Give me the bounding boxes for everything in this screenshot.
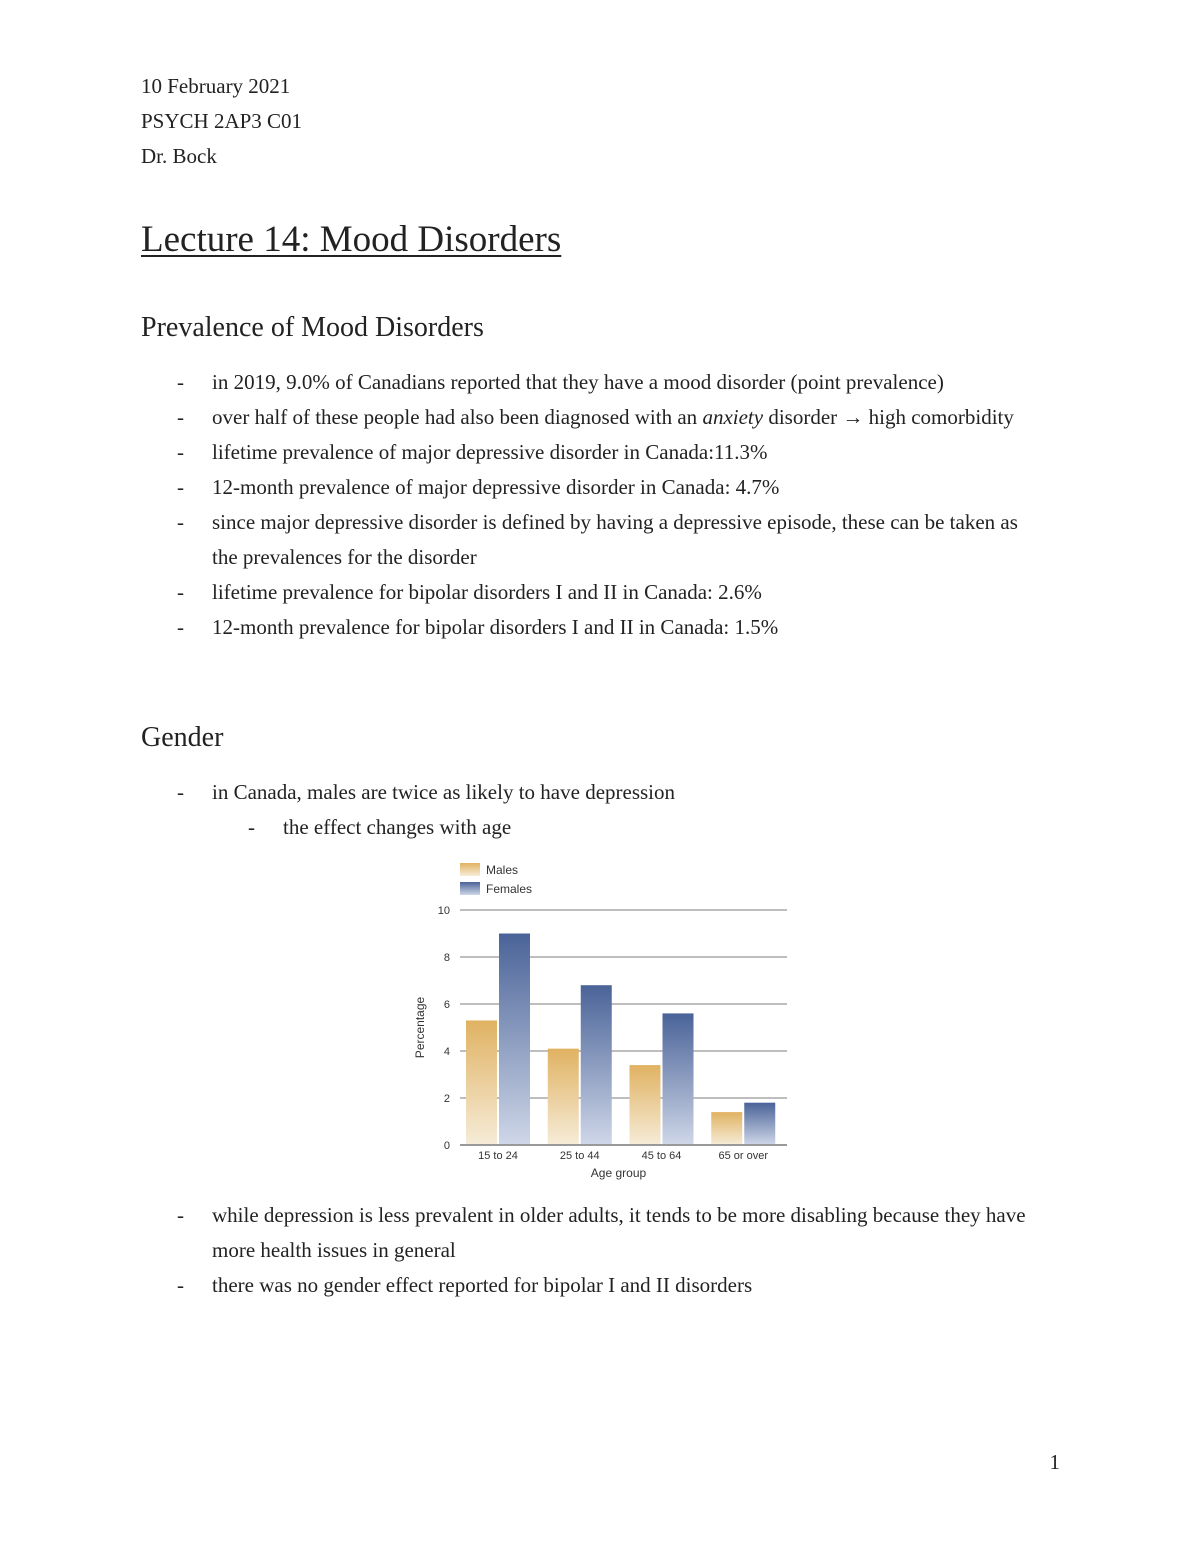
x-tick-label: 15 to 24 (478, 1150, 518, 1162)
bullet-marker: - (177, 370, 184, 394)
bullet-marker: - (177, 510, 184, 534)
list-item-nested (0, 810, 1200, 845)
depression-by-age-gender-bar-chart (400, 855, 800, 1185)
bullet-marker: - (177, 1203, 184, 1227)
y-tick-label: 10 (437, 905, 450, 917)
bar-males (630, 1065, 661, 1145)
bullet-text: lifetime prevalence for bipolar disorders I and II in Canada: 2.6% (212, 580, 762, 604)
list-item (0, 1198, 1200, 1268)
bullet-text: the effect changes with age (283, 815, 512, 839)
list-item (0, 435, 1200, 470)
list-item (0, 365, 1200, 400)
chart-y-axis-label: Percentage (413, 996, 427, 1059)
bullet-text: since major depressive disorder is defined by having a depressive episode, these can be taken as the prevalences for the disorder (212, 510, 1018, 569)
bar-females (581, 985, 612, 1145)
legend-swatch-females (460, 882, 480, 895)
bullet-marker: - (177, 475, 184, 499)
section-heading-prevalence: Prevalence of Mood Disorders (141, 312, 484, 343)
bar-males (711, 1112, 742, 1145)
chart-legend (460, 863, 532, 896)
x-tick-label: 45 to 64 (641, 1150, 682, 1162)
chart-y-tick-labels (438, 905, 450, 1152)
legend-label-females: Females (486, 882, 533, 896)
page-number: 1 (1049, 1450, 1060, 1474)
bar-females (663, 1013, 694, 1145)
y-tick-label: 2 (443, 1093, 450, 1105)
bullet-text: 12-month prevalence for bipolar disorders I and II in Canada: 1.5% (212, 615, 779, 639)
bullet-text-part: over half of these people had also been diagnosed with an (212, 405, 698, 429)
bullet-text: 12-month prevalence of major depressive disorder in Canada: 4.7% (212, 475, 780, 499)
list-item (0, 775, 1200, 810)
bar-males (548, 1049, 579, 1145)
bullet-marker: - (177, 405, 184, 429)
bar-females (499, 934, 530, 1146)
list-item (0, 1268, 1200, 1303)
bullet-text: lifetime prevalence of major depressive disorder in Canada:11.3% (212, 440, 768, 464)
y-tick-label: 6 (443, 999, 450, 1011)
list-item (0, 400, 1200, 435)
emphasis-anxiety: anxiety (702, 405, 764, 429)
bullet-marker: - (177, 615, 184, 639)
x-tick-label: 65 or over (718, 1150, 769, 1162)
x-tick-label: 25 to 44 (559, 1150, 600, 1162)
section-heading-gender: Gender (141, 722, 224, 753)
chart-bars (466, 934, 775, 1146)
course-line: PSYCH 2AP3 C01 (141, 109, 303, 133)
bullet-text-part: disorder → high comorbidity (768, 405, 1014, 429)
y-tick-label: 8 (443, 952, 450, 964)
page-title: Lecture 14: Mood Disorders (141, 219, 562, 260)
list-item (0, 610, 1200, 645)
legend-swatch-males (460, 863, 480, 876)
bullet-text: in Canada, males are twice as likely to have depression (212, 780, 676, 804)
bar-females (744, 1103, 775, 1145)
list-item (0, 575, 1200, 610)
legend-label-males: Males (486, 863, 519, 877)
gender-bullet-list (0, 775, 1200, 845)
list-item (0, 470, 1200, 505)
date-line: 10 February 2021 (141, 74, 291, 98)
bullet-marker: - (177, 780, 184, 804)
bullet-marker: - (177, 440, 184, 464)
chart-x-axis-label: Age group (590, 1166, 647, 1180)
list-item (0, 505, 1200, 575)
bullet-text-comorbidity (212, 400, 1042, 435)
prevalence-bullet-list (0, 365, 1200, 645)
bullet-text: there was no gender effect reported for bipolar I and II disorders (212, 1273, 753, 1297)
bullet-text: in 2019, 9.0% of Canadians reported that they have a mood disorder (point prevalence) (212, 370, 944, 394)
instructor-line: Dr. Bock (141, 144, 217, 168)
bullet-marker: - (177, 580, 184, 604)
y-tick-label: 4 (443, 1046, 450, 1058)
bullet-text: while depression is less prevalent in older adults, it tends to be more disabling because they have more health issues in general (212, 1203, 1026, 1262)
bar-males (466, 1020, 497, 1145)
bullet-marker: - (248, 815, 255, 839)
gender-bullet-list-continued (0, 1198, 1200, 1303)
bullet-marker: - (177, 1273, 184, 1297)
y-tick-label: 0 (443, 1140, 450, 1152)
chart-x-tick-labels (478, 1150, 768, 1162)
